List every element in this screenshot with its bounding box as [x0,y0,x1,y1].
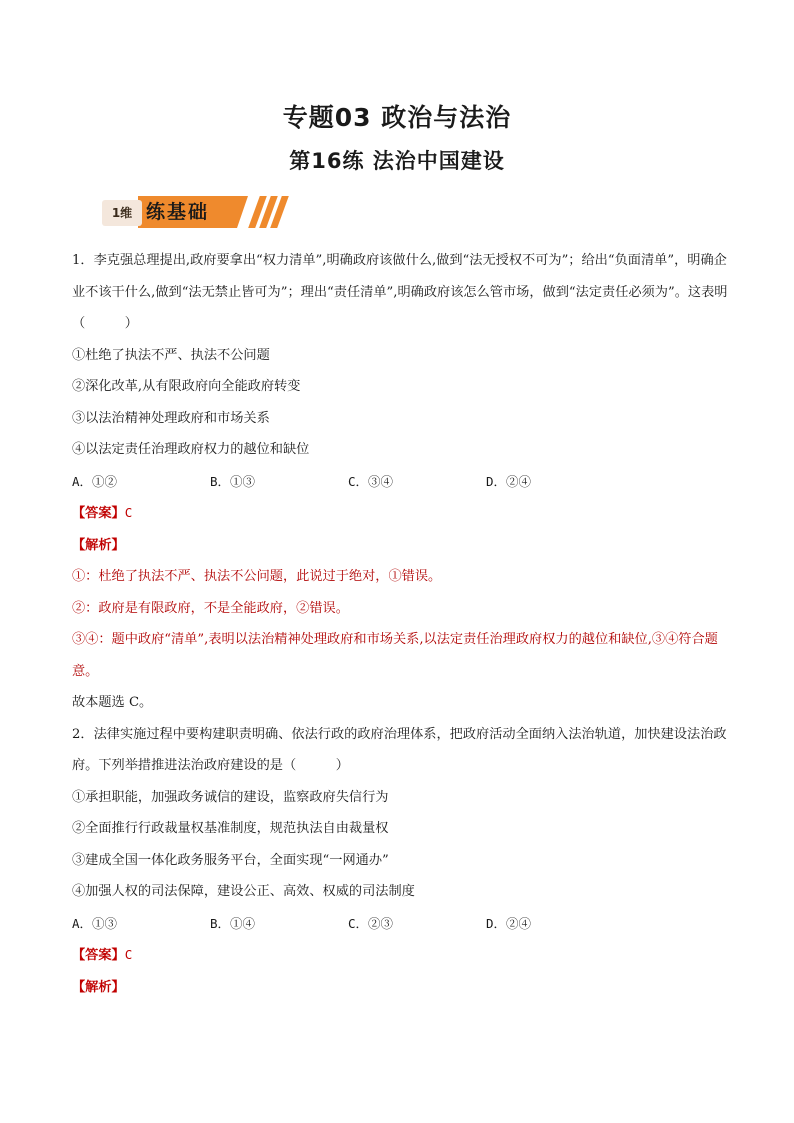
option-c[interactable]: C．②③ [348,915,394,931]
analysis-line: ②：政府是有限政府，不是全能政府，②错误。 [72,600,349,616]
question-2-item: ①承担职能，加强政务诚信的建设，监察政府失信行为 [72,789,389,805]
question-1-answer [72,497,728,530]
question-content [72,245,728,1003]
option-b[interactable]: B．①③ [210,473,256,489]
question-2-stem: 2．法律实施过程中要构建职责明确、依法行政的政府治理体系，把政府活动全面纳入法治轨道，加快建设法治政府。下列举措推进法治政府建设的是（ ） [72,726,727,773]
question-2-answer [72,939,728,972]
question-1-item: ④以法定责任治理政府权力的越位和缺位 [72,442,310,457]
question-1-analysis-label: 【解析】 [72,537,125,553]
question-2-options [72,908,728,940]
page-title: 专题03 政治与法治 [282,103,512,132]
question-2-item: ④加强人权的司法保障，建设公正、高效、权威的司法制度 [72,884,415,899]
option-a[interactable]: A．①③ [72,915,118,931]
option-c[interactable]: C．③④ [348,473,394,489]
section-banner [102,194,284,230]
option-b[interactable]: B．①④ [210,915,256,931]
question-2-item: ③建成全国一体化政务服务平台，全面实现“一网通办” [72,852,389,868]
question-1-stem: 1．李克强总理提出,政府要拿出“权力清单”,明确政府该做什么,做到“法无授权不可为”；给出“负面清单”，明确企业不该干什么,做到“法无禁止皆可为”；理出“责任清单”,明确政府该怎么管市场，做到“法定责任必须为”。这表明（ ） [72,253,728,331]
option-d[interactable]: D．②④ [486,915,532,931]
answer-label: 【答案】 [72,948,125,963]
question-1-item: ②深化改革,从有限政府向全能政府转变 [72,379,301,394]
answer-value: C [124,947,133,962]
question-2-analysis-label: 【解析】 [72,979,125,995]
answer-label: 【答案】 [72,506,125,521]
option-a[interactable]: A．①② [72,473,118,489]
answer-value: C [124,505,133,520]
question-1-conclusion: 故本题选 C。 [72,695,153,710]
page-subtitle: 第16练 法治中国建设 [289,149,505,173]
option-d[interactable]: D．②④ [486,473,532,489]
analysis-line: ①：杜绝了执法不严、执法不公问题，此说过于绝对，①错误。 [72,569,442,584]
question-2-item: ②全面推行行政裁量权基准制度，规范执法自由裁量权 [72,821,389,836]
banner-label: 练基础 [146,201,210,223]
question-1-options [72,466,728,498]
banner-badge: 1维 [102,200,142,226]
question-1-item: ①杜绝了执法不严、执法不公问题 [72,347,270,363]
question-1-item: ③以法治精神处理政府和市场关系 [72,410,270,426]
analysis-line: ③④：题中政府“清单”,表明以法治精神处理政府和市场关系,以法定责任治理政府权力的越位和缺位,③④符合题意。 [72,632,718,679]
